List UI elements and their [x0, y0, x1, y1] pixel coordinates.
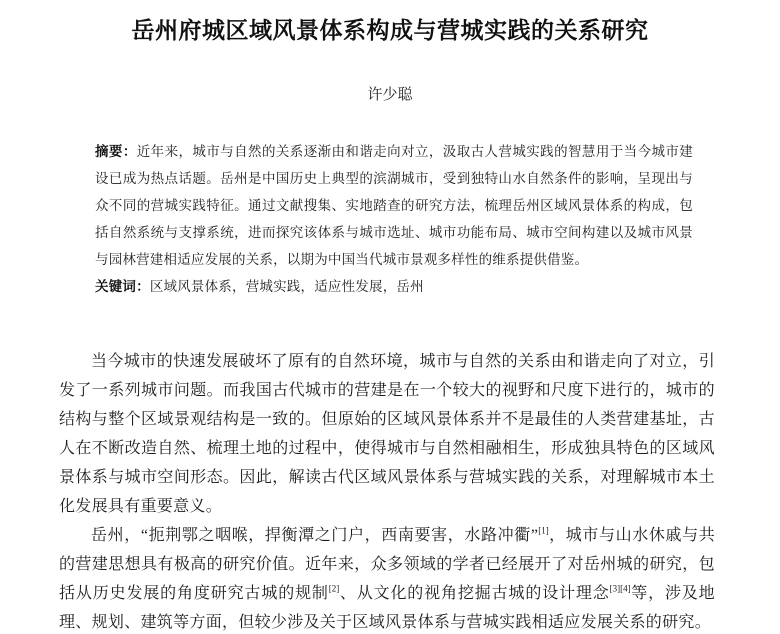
- keywords-label: 关键词：: [95, 279, 150, 294]
- body-content: [59, 347, 715, 634]
- keywords-line: [95, 273, 693, 300]
- keywords-text: 区域风景体系，营城实践，适应性发展，岳州: [149, 279, 424, 294]
- abstract-label: 摘要：: [95, 144, 137, 159]
- paper-title: 岳州府城区域风景体系构成与营城实践的关系研究: [131, 18, 649, 43]
- abstract-text: 近年来，城市与自然的关系逐渐由和谐走向对立，汲取古人营城实践的智慧用于当今城市建设已成为热点话题。岳州是中国历史上典型的滨湖城市，受到独特山水自然条件的影响，呈现出与众不同的营城实践特征。通过文献搜集、实地踏查的研究方法，梳理岳州区域风景体系的构成，包括自然系统与支撑系统，进而探究该体系与城市选址、城市功能布局、城市空间构建以及城市风景与园林营建相适应发展的关系，以期为中国当代城市景观多样性的维系提供借鉴。: [95, 144, 694, 267]
- author-name: 许少聪: [367, 87, 413, 103]
- body-paragraph-intro: 当今城市的快速发展破坏了原有的自然环境，城市与自然的关系由和谐走向了对立，引发了一系列城市问题。而我国古代城市的营建是在一个较大的视野和尺度下进行的，城市的结构与整个区域景观结构是一致的。但原始的区域风景体系并不是最佳的人类营建基址，古人在不断改造自然、梳理土地的过程中，使得城市与自然相融相生，形成独具特色的区域风景体系与城市空间形态。因此，解读古代区域风景体系与营城实践的关系，对理解城市本土化发展具有重要意义。: [59, 353, 715, 515]
- citation-ref: [2]: [328, 583, 340, 594]
- citation-ref: [3][4]: [609, 583, 631, 594]
- abstract-block: [95, 138, 693, 300]
- citation-ref: [1]: [538, 525, 549, 536]
- abstract-paragraph: [95, 138, 693, 273]
- body-paragraph-yuezhou: 岳州，“扼荆鄂之咽喉，捍衡潭之门户，西南要害，水路冲衢”[1]，城市与山水休戚与共的营建思想具有极高的研究价值。近年来，众多领域的学者已经展开了对岳州城的研究，包括从历史发展的角度研究古城的规制[2]、从文化的视角挖掘古城的设计理念[3][4]等，涉及地理、规划、建筑等方面，但较少涉及关于区域风景体系与营城实践相适应发展关系的研究。: [59, 525, 715, 631]
